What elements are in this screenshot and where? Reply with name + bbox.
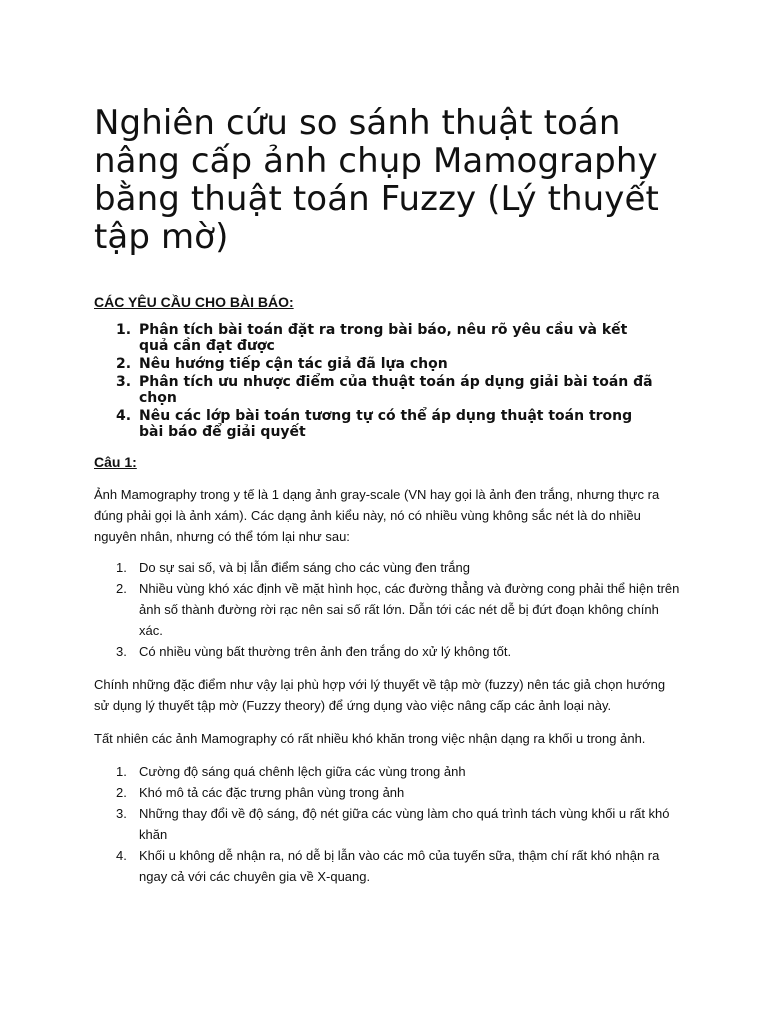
requirement-item xyxy=(116,408,659,440)
list-number: 1. xyxy=(116,322,132,338)
list-number: 2. xyxy=(116,356,132,372)
document-title: Nghiên cứu so sánh thuật toán nâng cấp ảnh chụp Mamography bằng thuật toán Fuzzy (Lý thuyết tập mờ) xyxy=(94,103,659,257)
list-number: 3. xyxy=(116,806,127,821)
difficulty-paragraph: Tất nhiên các ảnh Mamography có rất nhiều khó khăn trong việc nhận dạng ra khối u trong ảnh. xyxy=(94,731,646,746)
causes-list xyxy=(116,557,680,662)
requirements-list xyxy=(116,322,680,440)
requirement-text: Nêu hướng tiếp cận tác giả đã lựa chọn xyxy=(139,356,448,372)
list-item-text: Những thay đổi về độ sáng, độ nét giữa các vùng làm cho quá trình tách vùng khối u rất khó khăn xyxy=(139,806,670,842)
requirement-text: Phân tích bài toán đặt ra trong bài báo, nêu rõ yêu cầu và kết quả cần đạt được xyxy=(139,322,628,354)
list-item-text: Có nhiều vùng bất thường trên ảnh đen trắng do xử lý không tốt. xyxy=(139,644,512,659)
requirement-item xyxy=(116,356,659,372)
list-item xyxy=(116,641,680,662)
list-item xyxy=(116,557,680,578)
requirement-text: Nêu các lớp bài toán tương tự có thể áp dụng thuật toán trong bài báo để giải quyết xyxy=(139,408,633,440)
document-page xyxy=(94,104,680,887)
list-item-text: Khó mô tả các đặc trưng phân vùng trong ảnh xyxy=(139,785,405,800)
difficulties-list xyxy=(116,761,680,887)
list-item xyxy=(116,845,680,887)
list-number: 4. xyxy=(116,408,132,424)
list-number: 3. xyxy=(116,374,132,390)
list-number: 4. xyxy=(116,848,127,863)
list-number: 3. xyxy=(116,644,127,659)
requirement-item xyxy=(116,322,659,354)
intro-paragraph: Ảnh Mamography trong y tế là 1 dạng ảnh gray-scale (VN hay gọi là ảnh đen trắng, nhưng thực ra đúng phải gọi là ảnh xám). Các dạng ảnh kiểu này, nó có nhiều vùng không sắc nét là do nhiều nguyên nhân, nhưng có thể tóm lại như sau: xyxy=(94,487,660,544)
list-number: 1. xyxy=(116,764,127,779)
list-item-text: Nhiều vùng khó xác định về mặt hình học, các đường thẳng và đường cong phải thể hiện trên ảnh số thành đường rời rạc nên sai số rất lớn. Dẫn tới các nét dễ bị đứt đoạn không chính xác. xyxy=(139,581,680,638)
list-item xyxy=(116,761,680,782)
list-item xyxy=(116,578,680,641)
question-1-heading: Câu 1: xyxy=(94,454,137,470)
requirements-heading: CÁC YÊU CẦU CHO BÀI BÁO: xyxy=(94,294,294,310)
list-item-text: Khối u không dễ nhận ra, nó dễ bị lẫn vào các mô của tuyến sữa, thậm chí rất khó nhận ra ngay cả với các chuyên gia về X-quang. xyxy=(139,848,660,884)
list-item-text: Cường độ sáng quá chênh lệch giữa các vùng trong ảnh xyxy=(139,764,466,779)
fuzzy-paragraph: Chính những đặc điểm như vậy lại phù hợp với lý thuyết về tập mờ (fuzzy) nên tác giả chọn hướng sử dụng lý thuyết tập mờ (Fuzzy theory) để ứng dụng vào việc nâng cấp các ảnh loại này. xyxy=(94,677,666,713)
list-item-text: Do sự sai số, và bị lẫn điểm sáng cho các vùng đen trắng xyxy=(139,560,470,575)
requirement-text: Phân tích ưu nhược điểm của thuật toán áp dụng giải bài toán đã chọn xyxy=(139,374,653,406)
list-item xyxy=(116,782,680,803)
list-number: 2. xyxy=(116,581,127,596)
list-number: 1. xyxy=(116,560,127,575)
list-number: 2. xyxy=(116,785,127,800)
requirement-item xyxy=(116,374,659,406)
list-item xyxy=(116,803,680,845)
